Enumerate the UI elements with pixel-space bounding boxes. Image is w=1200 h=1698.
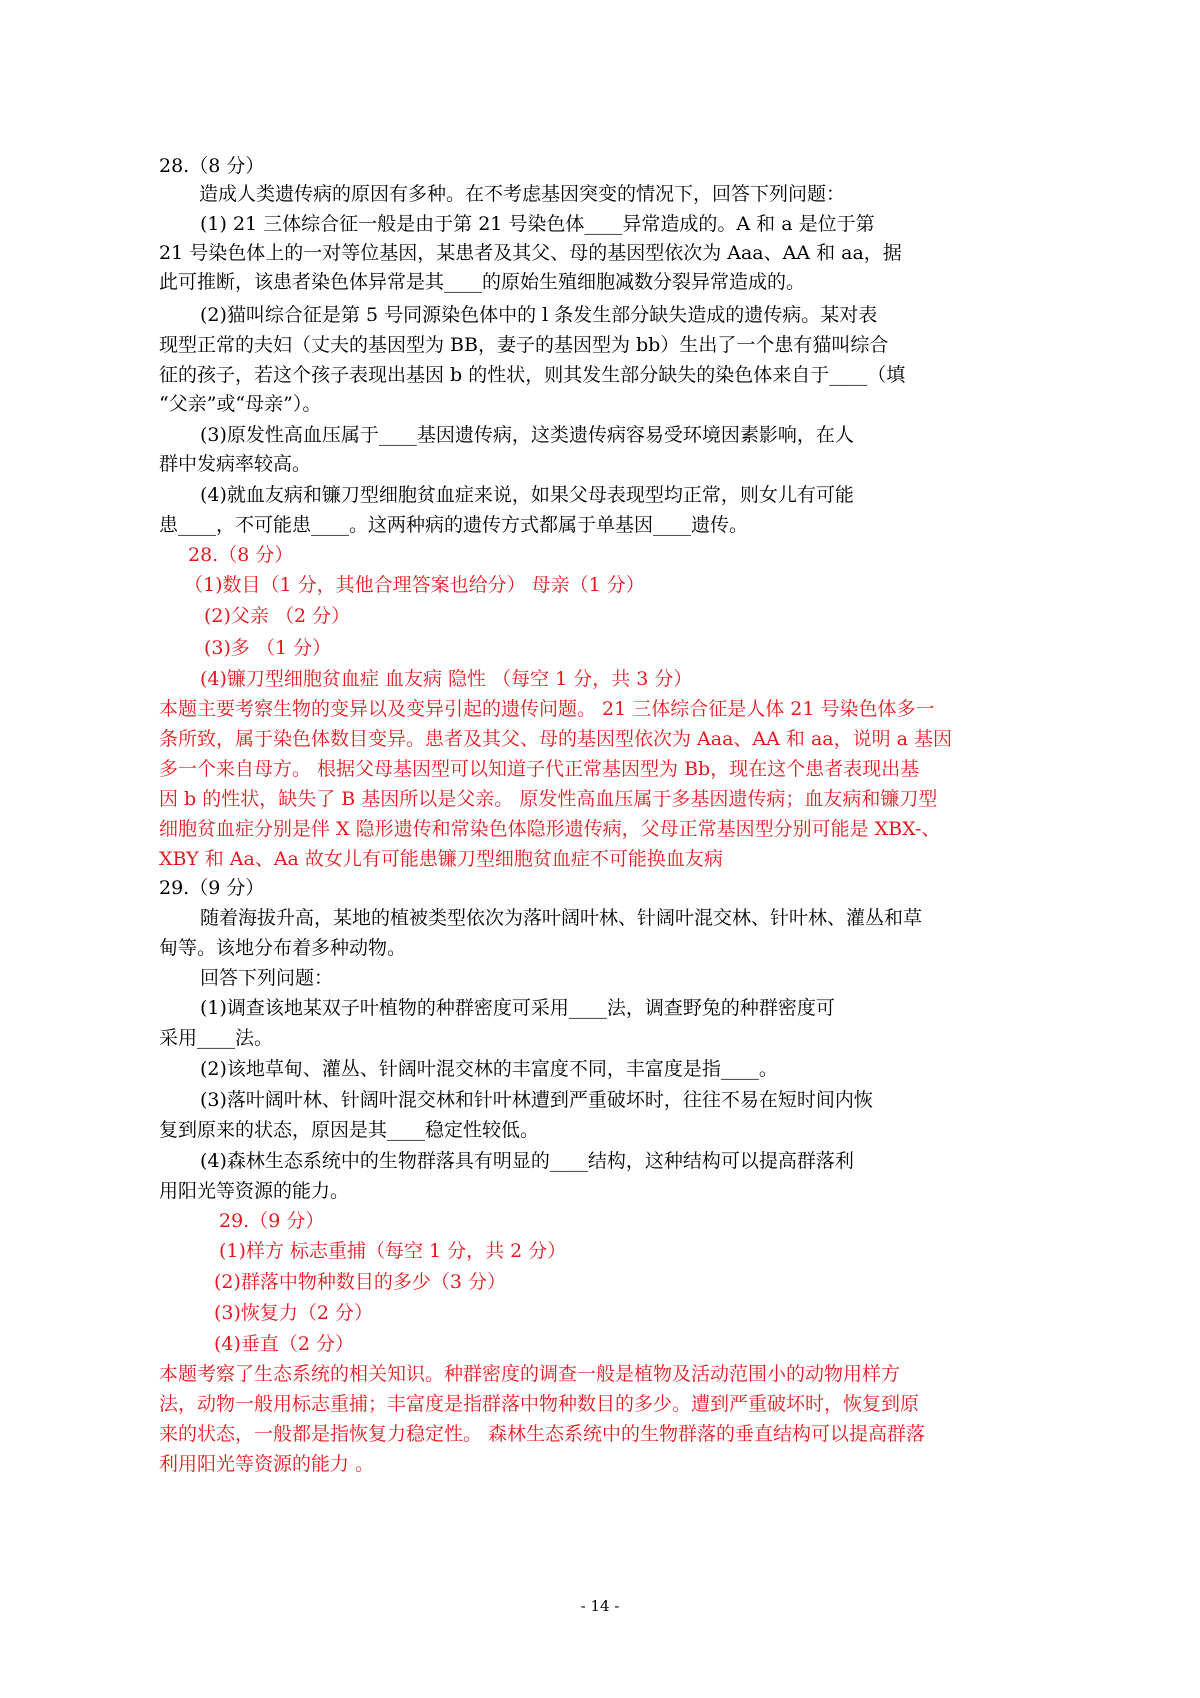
q28-p3-line2: 群中发病率较高。 [159, 453, 312, 475]
q28-p1-line3: 此可推断，该患者染色体异常是其____的原始生殖细胞减数分裂异常造成的。 [159, 271, 806, 293]
a29-answer-3: (3)恢复力（2 分） [214, 1302, 374, 1324]
a28-answer-2: (2)父亲 （2 分） [204, 605, 351, 627]
q29-title: 29.（9 分） [159, 877, 265, 899]
a29-answer-1: (1)样方 标志重捕（每空 1 分，共 2 分） [219, 1240, 567, 1262]
q28-p2-line2: 现型正常的夫妇（丈夫的基因型为 BB，妻子的基因型为 bb）生出了一个患有猫叫综合 [159, 334, 889, 356]
a28-answer-3: (3)多 （1 分） [204, 637, 332, 659]
a28-answer-4: (4)镰刀型细胞贫血症 血友病 隐性 （每空 1 分，共 3 分） [200, 668, 693, 690]
q28-title: 28.（8 分） [159, 155, 265, 177]
q29-p3-line2: 复到原来的状态，原因是其____稳定性较低。 [159, 1119, 540, 1141]
q29-prompt: 回答下列问题： [200, 967, 334, 989]
a29-explain-1: 本题考察了生态系统的相关知识。种群密度的调查一般是植物及活动范围小的动物用样方 [159, 1363, 901, 1385]
q28-p2-line3: 征的孩子，若这个孩子表现出基因 b 的性状，则其发生部分缺失的染色体来自于____（填 [159, 364, 906, 386]
q28-p2-line4: “父亲”或“母亲”）。 [159, 393, 322, 415]
page-number: - 14 - [580, 1597, 620, 1615]
a29-title: 29.（9 分） [219, 1210, 325, 1232]
q28-intro: 造成人类遗传病的原因有多种。在不考虑基因突变的情况下，回答下列问题： [199, 183, 846, 205]
a28-explain-1: 本题主要考察生物的变异以及变异引起的遗传问题。 21 三体综合征是人体 21 号染色体多一 [159, 698, 935, 720]
q29-p4-line1: (4)森林生态系统中的生物群落具有明显的____结构，这种结构可以提高群落利 [200, 1150, 854, 1172]
q28-p2-line1: (2)猫叫综合征是第 5 号同源染色体中的 l 条发生部分缺失造成的遗传病。某对表 [200, 304, 878, 326]
a28-explain-2: 条所致，属于染色体数目变异。患者及其父、母的基因型依次为 Aaa、AA 和 aa，说明 a 基因 [159, 728, 953, 750]
a29-explain-4: 利用阳光等资源的能力 。 [159, 1453, 375, 1475]
a28-explain-4: 因 b 的性状，缺失了 B 基因所以是父亲。 原发性高血压属于多基因遗传病；血友病和镰刀型 [159, 788, 938, 810]
a28-explain-5: 细胞贫血症分别是伴 X 隐形遗传和常染色体隐形遗传病，父母正常基因型分别可能是 XBX-、 [159, 818, 941, 840]
a28-answer-1: （1)数目（1 分，其他合理答案也给分） 母亲（1 分） [184, 574, 645, 596]
q28-p4-line1: (4)就血友病和镰刀型细胞贫血症来说，如果父母表现型均正常，则女儿有可能 [200, 484, 854, 506]
a28-explain-3: 多一个来自母方。 根据父母基因型可以知道子代正常基因型为 Bb，现在这个患者表现出基 [159, 758, 920, 780]
q29-intro-line1: 随着海拔升高，某地的植被类型依次为落叶阔叶林、针阔叶混交林、针叶林、灌丛和草 [200, 907, 923, 929]
q29-intro-line2: 甸等。该地分布着多种动物。 [159, 937, 407, 959]
a28-title: 28.（8 分） [188, 544, 294, 566]
q28-p1-line2: 21 号染色体上的一对等位基因，某患者及其父、母的基因型依次为 Aaa、AA 和 aa，据 [159, 242, 902, 264]
a29-answer-2: (2)群落中物种数目的多少（3 分） [214, 1271, 507, 1293]
q29-p3-line1: (3)落叶阔叶林、针阔叶混交林和针叶林遭到严重破坏时，往往不易在短时间内恢 [200, 1089, 873, 1111]
q29-p4-line2: 用阳光等资源的能力。 [159, 1180, 350, 1202]
q29-p2: (2)该地草甸、灌丛、针阔叶混交林的丰富度不同，丰富度是指____。 [200, 1058, 778, 1080]
a29-answer-4: (4)垂直（2 分） [214, 1333, 355, 1355]
q28-p4-line2: 患____，不可能患____。这两种病的遗传方式都属于单基因____遗传。 [159, 514, 749, 536]
q29-p1-line2: 采用____法。 [159, 1027, 274, 1049]
a28-explain-6: XBY 和 Aa、Aa 故女儿有可能患镰刀型细胞贫血症不可能换血友病 [159, 848, 723, 870]
a29-explain-3: 来的状态，一般都是指恢复力稳定性。 森林生态系统中的生物群落的垂直结构可以提高群落 [159, 1423, 926, 1445]
a29-explain-2: 法，动物一般用标志重捕；丰富度是指群落中物种数目的多少。遭到严重破坏时，恢复到原 [159, 1393, 920, 1415]
q29-p1-line1: (1)调查该地某双子叶植物的种群密度可采用____法，调查野兔的种群密度可 [200, 997, 835, 1019]
q28-p3-line1: (3)原发性高血压属于____基因遗传病，这类遗传病容易受环境因素影响，在人 [200, 424, 854, 446]
q28-p1-line1: (1) 21 三体综合征一般是由于第 21 号染色体____异常造成的。A 和 a 是位于第 [200, 213, 875, 235]
